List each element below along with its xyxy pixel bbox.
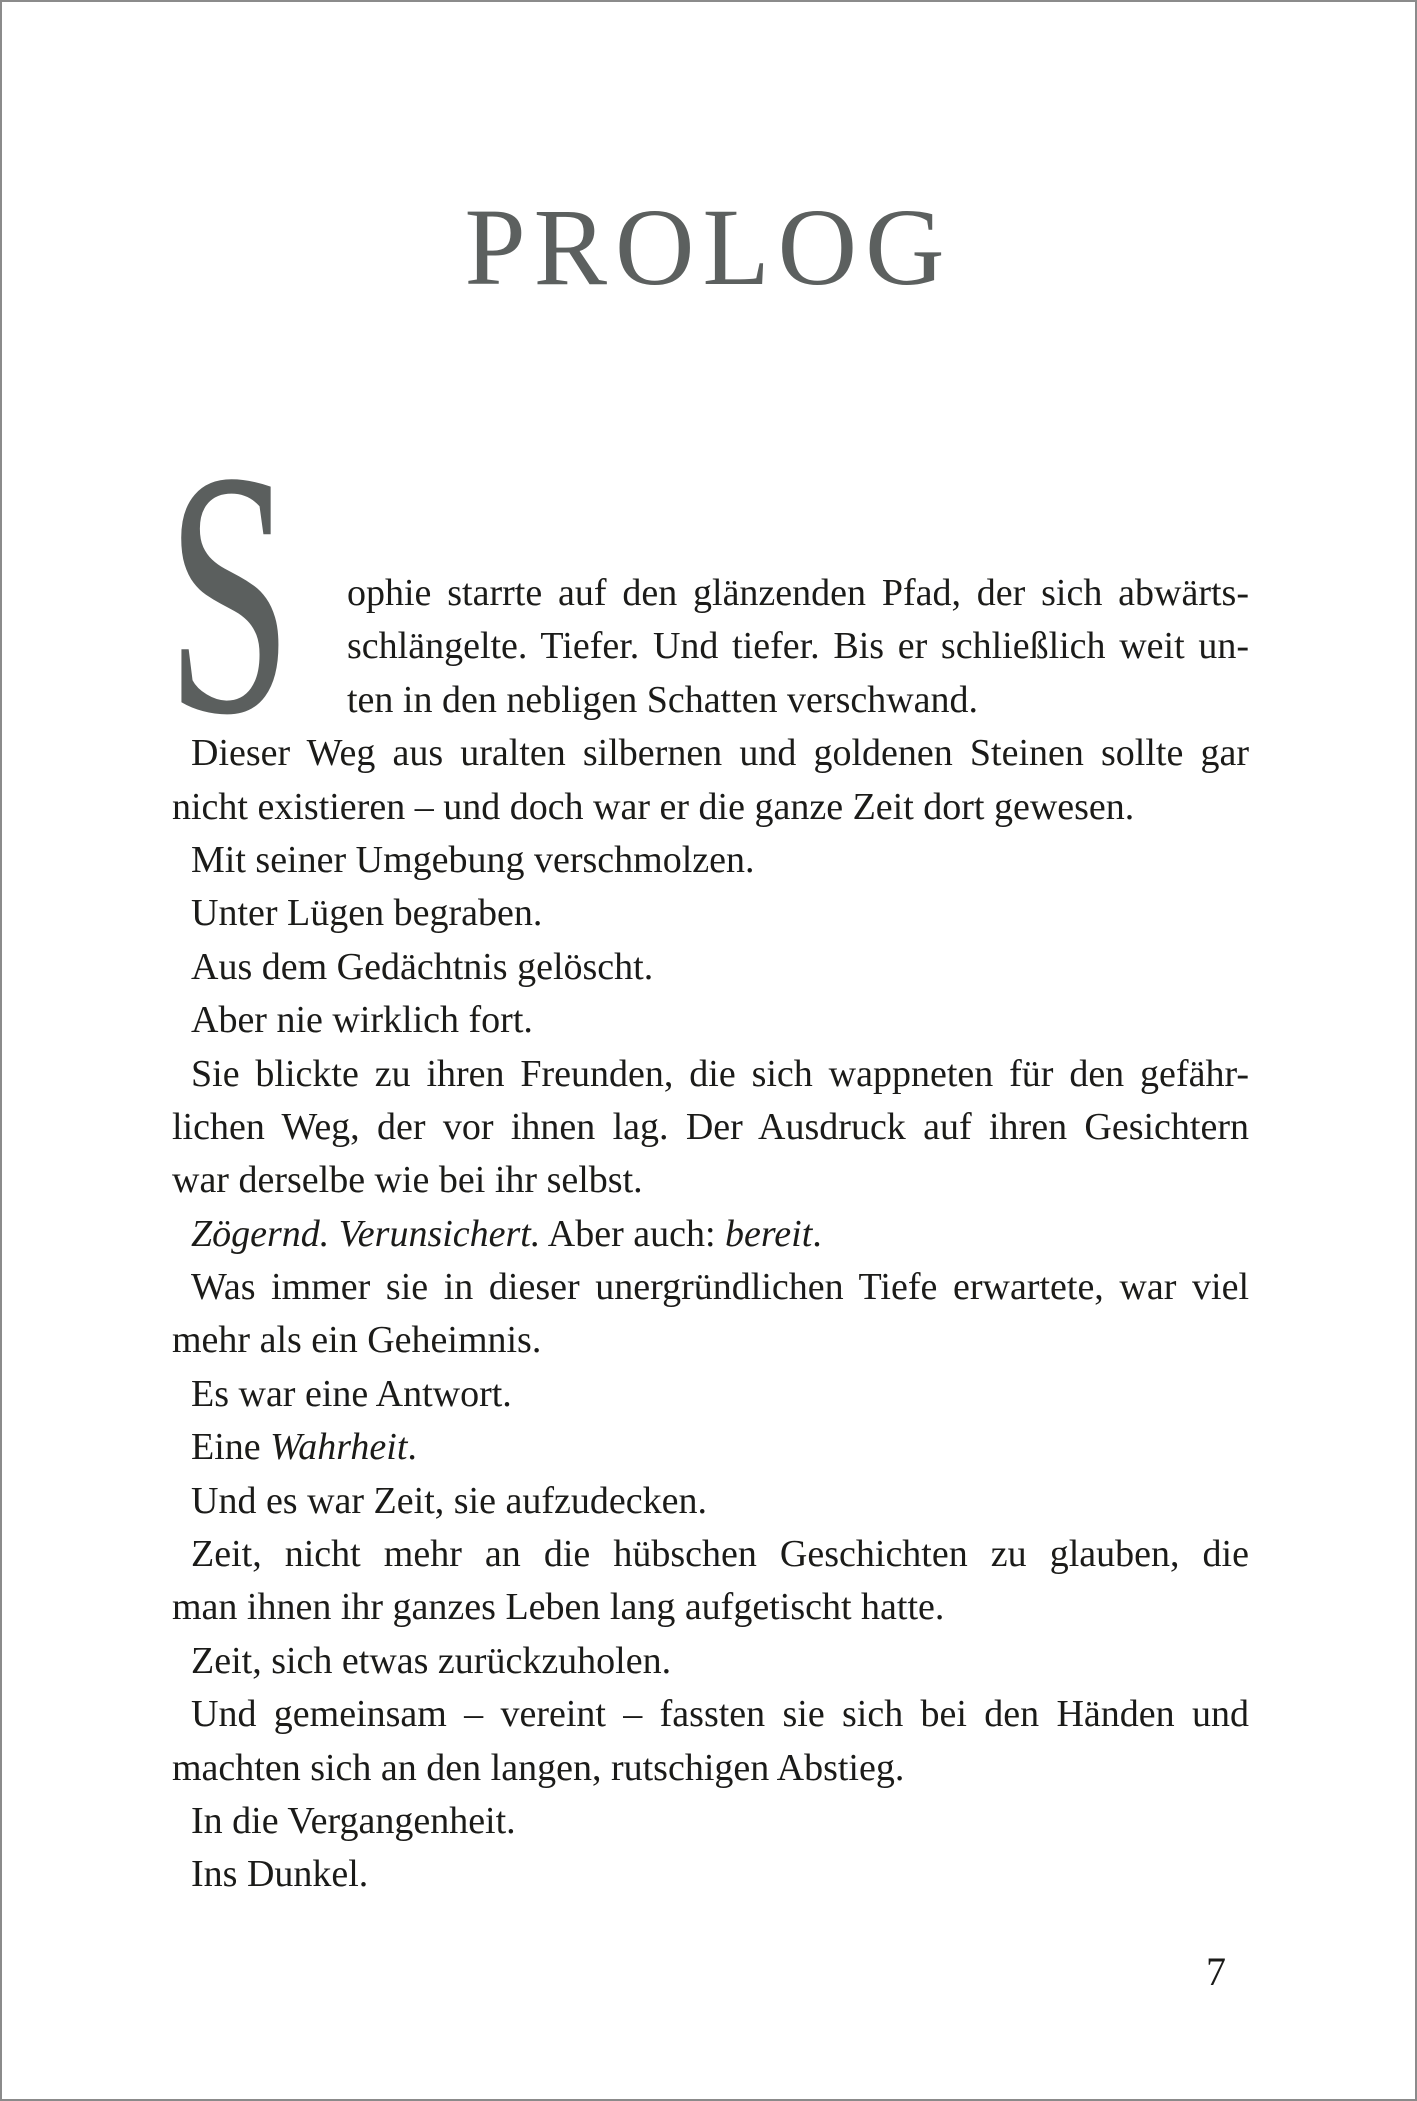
text-line — [172, 1421, 1249, 1474]
italic-text-segment: bereit — [725, 1212, 813, 1255]
text-segment: Mit seiner Umgebung verschmolzen. — [191, 838, 755, 881]
text-line — [347, 567, 1249, 620]
text-line — [172, 941, 1249, 994]
text-line — [347, 620, 1249, 673]
text-line — [172, 1154, 1249, 1207]
text-line — [172, 1475, 1249, 1528]
text-segment: nicht existieren – und doch war er die ganze Zeit dort gewesen. — [172, 785, 1135, 828]
text-segment: war derselbe wie bei ihr selbst. — [172, 1159, 643, 1202]
text-line — [172, 727, 1249, 780]
text-segment: Eine — [191, 1426, 271, 1469]
text-line — [347, 674, 1249, 727]
text-segment: Dieser Weg aus uralten silbernen und goldenen Steinen sollte gar — [191, 732, 1249, 775]
text-segment: Es war eine Antwort. — [191, 1372, 512, 1415]
text-segment: man ihnen ihr ganzes Leben lang aufgetischt hatte. — [172, 1586, 945, 1629]
text-line — [172, 834, 1249, 887]
body-text — [172, 567, 1249, 1902]
text-segment: . — [407, 1426, 417, 1469]
text-segment: Unter Lügen begraben. — [191, 892, 543, 935]
italic-text-segment: Zögernd. Verunsichert. — [191, 1212, 541, 1255]
text-segment: Zeit, sich etwas zurückzuholen. — [191, 1639, 672, 1682]
text-segment: . — [812, 1212, 822, 1255]
text-line — [172, 1742, 1249, 1795]
text-line — [172, 887, 1249, 940]
text-segment: ten in den nebligen Schatten verschwand. — [347, 678, 979, 721]
italic-text-segment: Wahrheit — [270, 1426, 408, 1469]
drop-cap: S — [166, 399, 293, 787]
text-segment: Und es war Zeit, sie aufzudecken. — [191, 1479, 707, 1522]
chapter-title: PROLOG — [464, 186, 953, 308]
text-segment: Aus dem Gedächtnis gelöscht. — [191, 945, 654, 988]
text-line — [172, 1101, 1249, 1154]
text-line — [172, 1635, 1249, 1688]
text-segment: Aber auch: — [540, 1212, 726, 1255]
text-segment: Was immer sie in dieser unergründlichen Tiefe erwartete, war viel — [191, 1266, 1249, 1309]
text-line — [172, 1795, 1249, 1848]
text-line — [172, 1208, 1249, 1261]
page-number: 7 — [1206, 1949, 1226, 1994]
text-line — [172, 994, 1249, 1047]
text-line — [172, 1848, 1249, 1901]
text-line — [172, 1314, 1249, 1367]
text-segment: ophie starrte auf den glänzenden Pfad, der sich abwärts- — [347, 572, 1249, 614]
text-segment: schlängelte. Tiefer. Und tiefer. Bis er schließlich weit un- — [347, 625, 1249, 668]
text-segment: Sie blickte zu ihren Freunden, die sich wappneten für den gefähr- — [191, 1052, 1249, 1095]
text-line — [172, 1048, 1249, 1101]
text-line — [172, 1688, 1249, 1741]
text-segment: mehr als ein Geheimnis. — [172, 1319, 542, 1362]
text-line — [172, 1261, 1249, 1314]
text-line — [172, 781, 1249, 834]
text-segment: Ins Dunkel. — [191, 1853, 369, 1896]
text-segment: Und gemeinsam – vereint – fassten sie sich bei den Händen und — [191, 1693, 1249, 1736]
text-segment: lichen Weg, der vor ihnen lag. Der Ausdruck auf ihren Gesichtern — [172, 1105, 1249, 1148]
text-segment: Aber nie wirklich fort. — [191, 999, 533, 1042]
text-line — [172, 1368, 1249, 1421]
text-segment: In die Vergangenheit. — [191, 1799, 516, 1842]
text-line — [172, 1528, 1249, 1581]
text-line — [172, 1581, 1249, 1634]
text-segment: Zeit, nicht mehr an die hübschen Geschichten zu glauben, die — [191, 1533, 1249, 1576]
text-segment: machten sich an den langen, rutschigen Abstieg. — [172, 1746, 905, 1789]
